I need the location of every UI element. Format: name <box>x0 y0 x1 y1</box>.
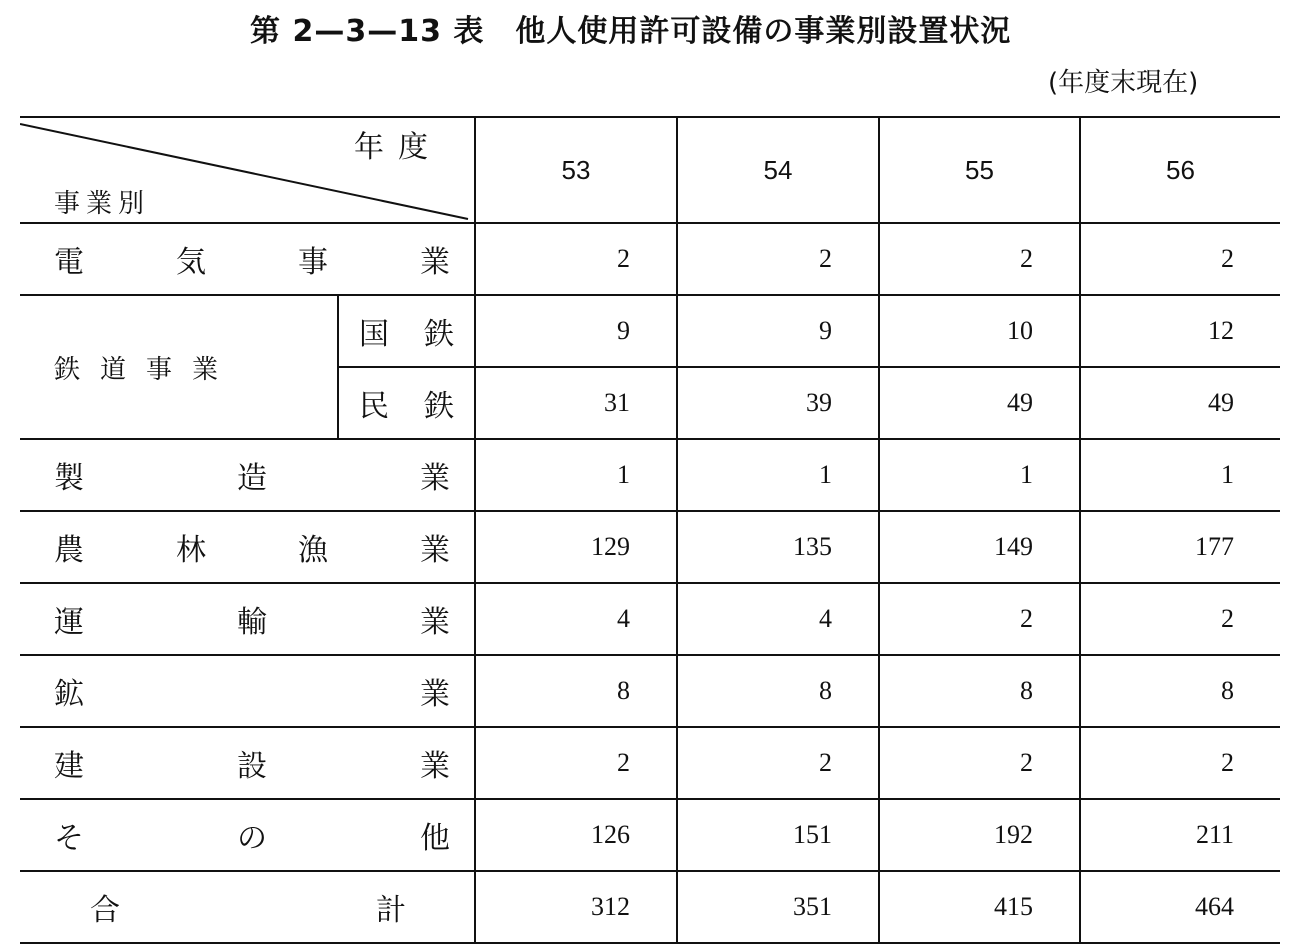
table-row <box>20 439 1280 511</box>
row-label-char: 他 <box>420 821 450 856</box>
row-label-char: 国 <box>359 317 389 352</box>
corner-header-cell <box>20 117 475 223</box>
year-header-54: 54 <box>677 117 879 223</box>
value-cell: 2 <box>475 727 677 799</box>
value-cell: 10 <box>879 295 1080 367</box>
row-label-char: 合 <box>90 893 120 928</box>
year-header-56: 56 <box>1080 117 1280 223</box>
value-cell: 2 <box>1080 727 1280 799</box>
value-cell: 177 <box>1080 511 1280 583</box>
value-cell: 2 <box>879 223 1080 295</box>
value-cell: 415 <box>879 871 1080 943</box>
table-row <box>20 295 1280 367</box>
value-cell: 129 <box>475 511 677 583</box>
row-label-char: そ <box>54 821 84 856</box>
value-cell: 39 <box>677 367 879 439</box>
row-label <box>20 727 475 799</box>
row-label-char: 事 <box>298 245 328 280</box>
value-cell: 8 <box>475 655 677 727</box>
row-label <box>20 799 475 871</box>
value-cell: 1 <box>475 439 677 511</box>
row-label <box>20 655 475 727</box>
table-title: 第 2—3—13 表 他人使用許可設備の事業別設置状況 <box>250 14 1012 49</box>
table-row <box>20 511 1280 583</box>
value-cell: 8 <box>1080 655 1280 727</box>
value-cell: 2 <box>677 223 879 295</box>
header-row <box>20 117 1280 223</box>
value-cell: 151 <box>677 799 879 871</box>
table-row <box>20 799 1280 871</box>
value-cell: 211 <box>1080 799 1280 871</box>
row-label-char: 気 <box>176 245 206 280</box>
row-sub-label <box>338 295 475 367</box>
value-cell: 4 <box>475 583 677 655</box>
value-cell: 126 <box>475 799 677 871</box>
row-label-char: 業 <box>420 245 450 280</box>
row-label-char: 製 <box>54 461 84 496</box>
value-cell: 49 <box>879 367 1080 439</box>
value-cell: 8 <box>677 655 879 727</box>
table-row <box>20 223 1280 295</box>
value-cell: 2 <box>475 223 677 295</box>
row-label <box>20 871 475 943</box>
unit-note: (年度末現在) <box>1048 68 1199 98</box>
row-label <box>20 583 475 655</box>
row-label-char: 業 <box>420 605 450 640</box>
value-cell: 192 <box>879 799 1080 871</box>
value-cell: 464 <box>1080 871 1280 943</box>
value-cell: 2 <box>879 583 1080 655</box>
value-cell: 4 <box>677 583 879 655</box>
table-row <box>20 655 1280 727</box>
table-row <box>20 871 1280 943</box>
row-label-char: の <box>237 821 267 856</box>
value-cell: 9 <box>475 295 677 367</box>
data-table <box>20 116 1280 944</box>
value-cell: 1 <box>677 439 879 511</box>
row-label-char: 鉄 <box>424 389 454 424</box>
row-label-char: 計 <box>376 893 406 928</box>
row-label-char: 農 <box>54 533 84 568</box>
row-label <box>20 511 475 583</box>
value-cell: 1 <box>1080 439 1280 511</box>
table-row <box>20 583 1280 655</box>
row-label-char: 建 <box>54 749 84 784</box>
corner-year-label: 年度 <box>354 130 442 165</box>
row-label-char: 業 <box>420 749 450 784</box>
row-label-char: 輸 <box>237 605 267 640</box>
row-label-char: 漁 <box>298 533 328 568</box>
row-group-label: 鉄道事業 <box>20 295 338 439</box>
year-header-55: 55 <box>879 117 1080 223</box>
value-cell: 149 <box>879 511 1080 583</box>
row-label <box>20 439 475 511</box>
table-row <box>20 727 1280 799</box>
value-cell: 8 <box>879 655 1080 727</box>
value-cell: 2 <box>1080 583 1280 655</box>
row-label-char: 業 <box>420 533 450 568</box>
value-cell: 135 <box>677 511 879 583</box>
value-cell: 312 <box>475 871 677 943</box>
row-label-char: 運 <box>54 605 84 640</box>
value-cell: 1 <box>879 439 1080 511</box>
value-cell: 49 <box>1080 367 1280 439</box>
row-label-char: 造 <box>237 461 267 496</box>
row-label-char: 林 <box>176 533 206 568</box>
row-label-char: 業 <box>420 677 450 712</box>
value-cell: 9 <box>677 295 879 367</box>
year-header-53: 53 <box>475 117 677 223</box>
value-cell: 12 <box>1080 295 1280 367</box>
row-label-char: 鉄 <box>424 317 454 352</box>
row-label-char: 設 <box>237 749 267 784</box>
row-label-char: 鉱 <box>54 677 84 712</box>
row-label-char: 電 <box>54 245 84 280</box>
value-cell: 2 <box>1080 223 1280 295</box>
value-cell: 2 <box>677 727 879 799</box>
corner-business-label: 事業別 <box>54 189 151 219</box>
row-label-char: 民 <box>359 389 389 424</box>
value-cell: 31 <box>475 367 677 439</box>
row-sub-label <box>338 367 475 439</box>
value-cell: 351 <box>677 871 879 943</box>
value-cell: 2 <box>879 727 1080 799</box>
row-label-char: 業 <box>420 461 450 496</box>
row-label <box>20 223 475 295</box>
